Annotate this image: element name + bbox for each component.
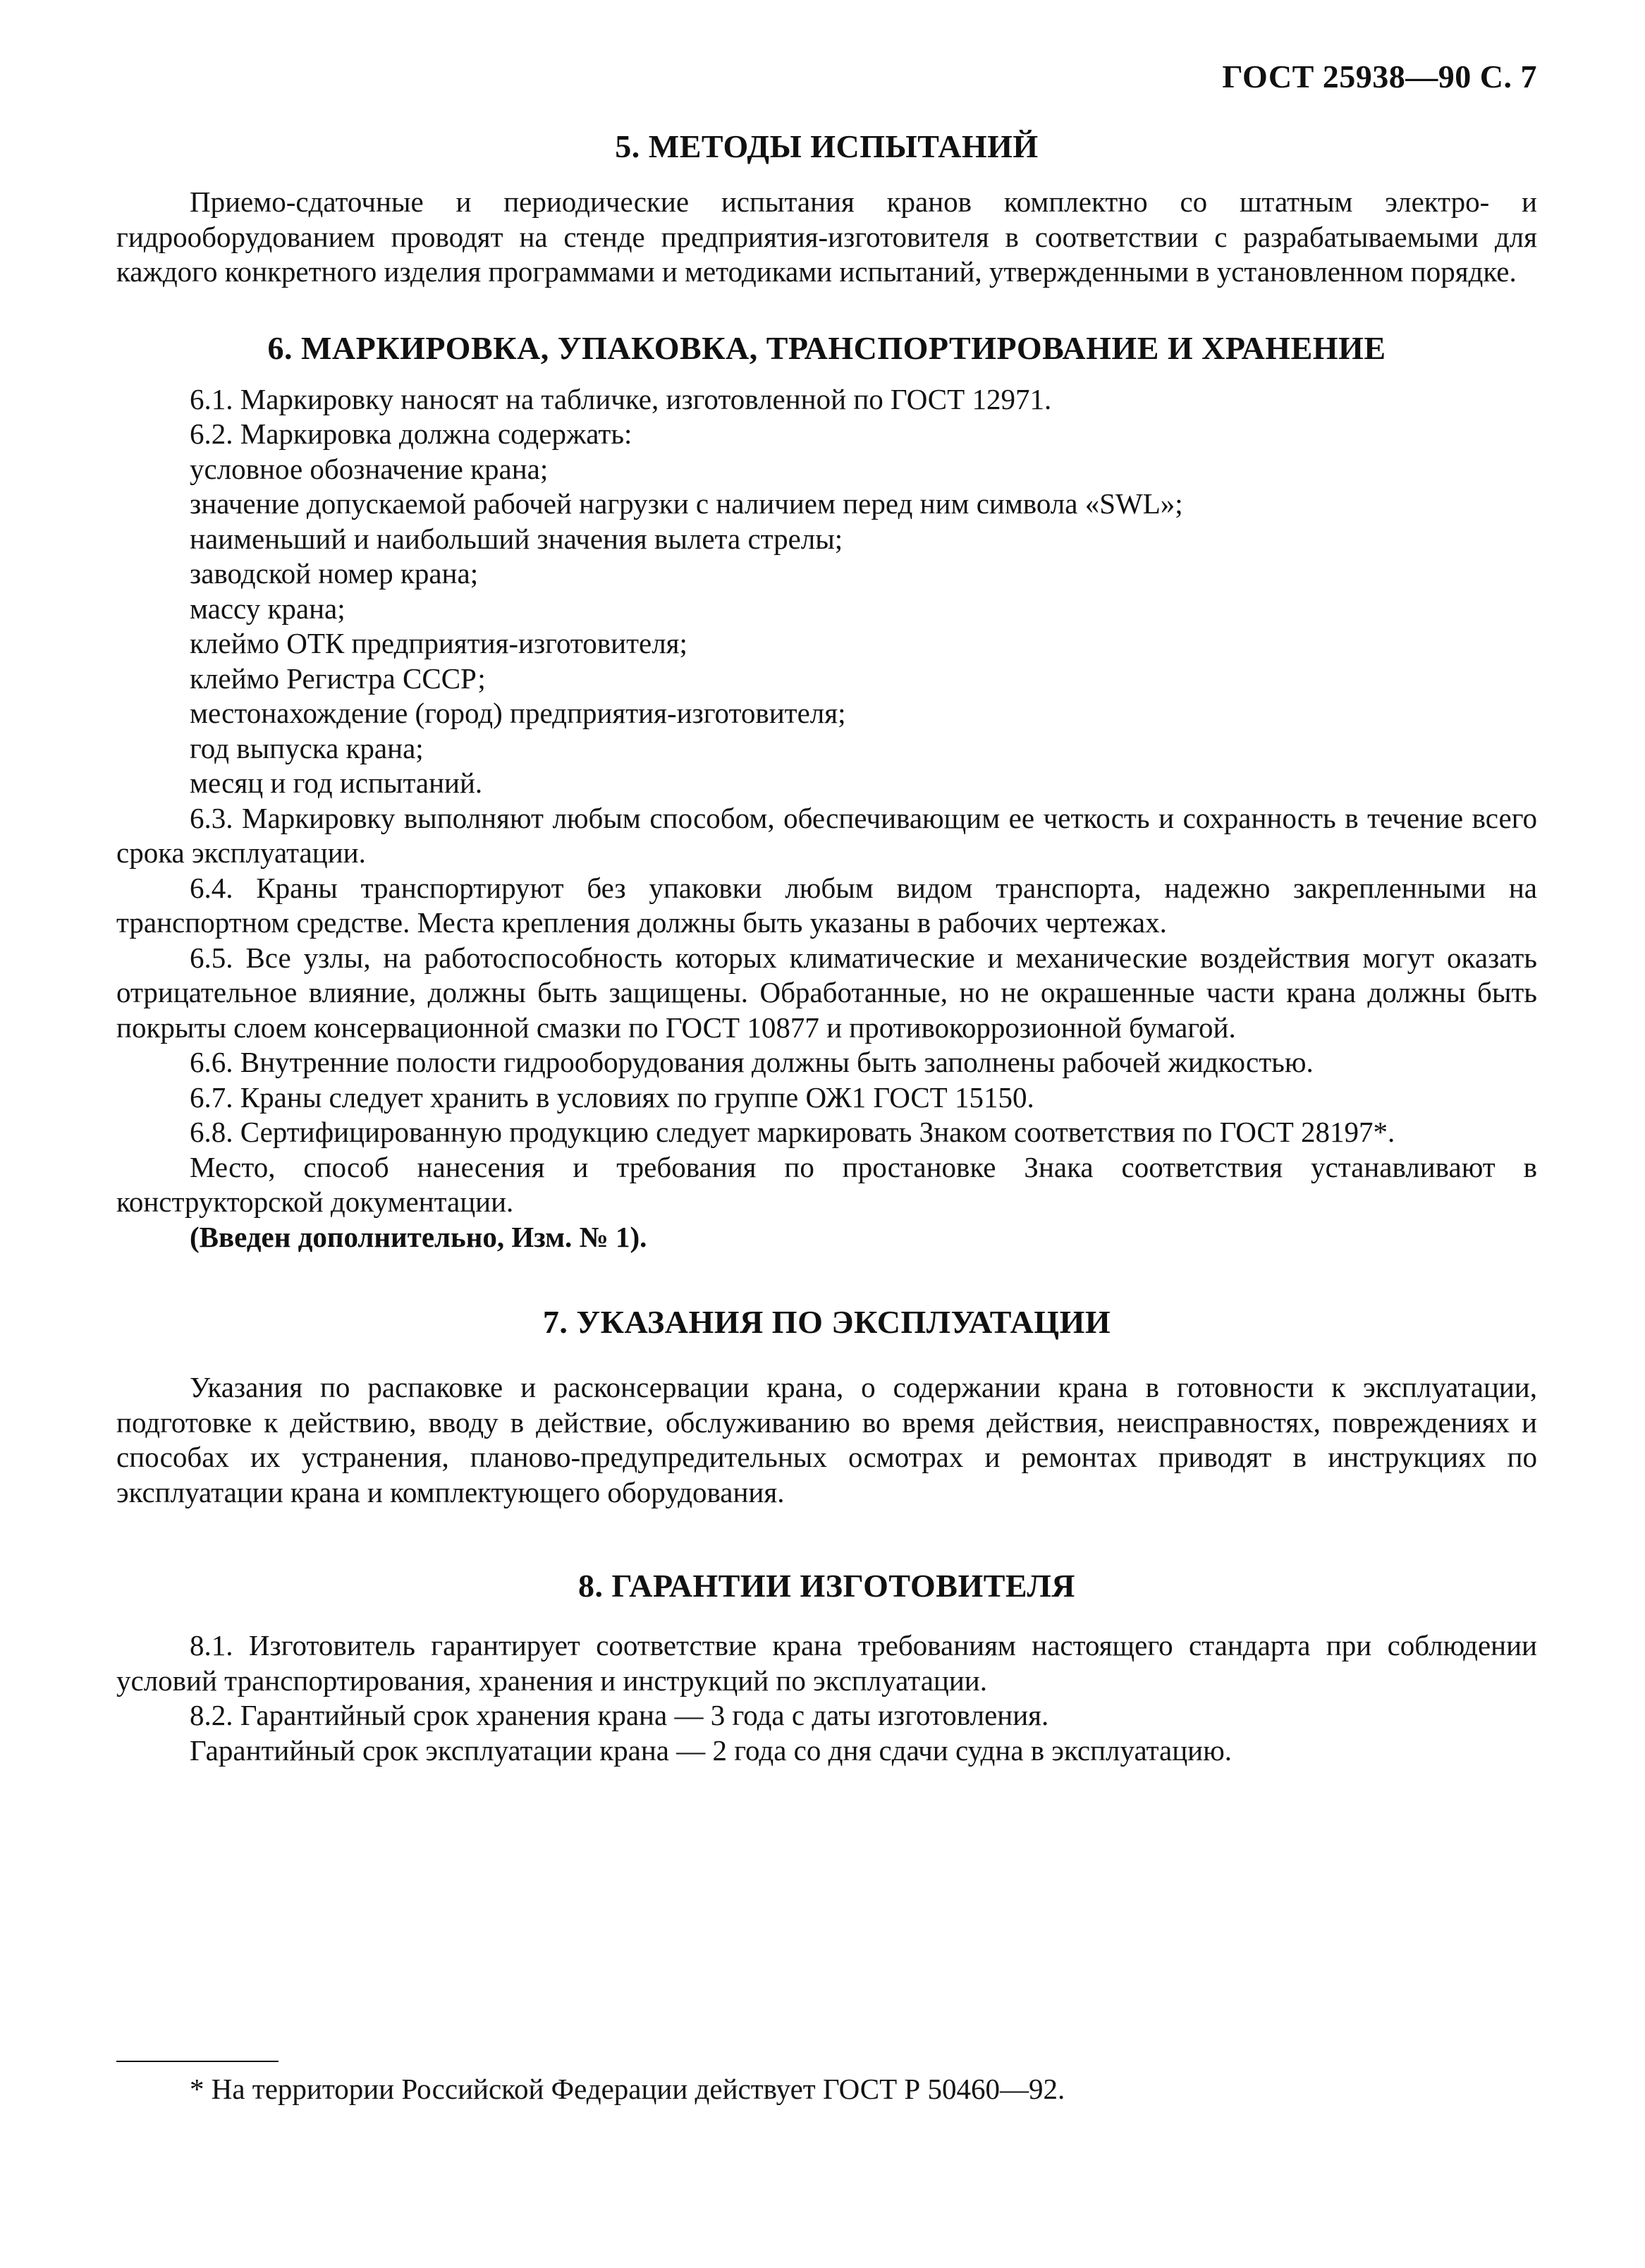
clause-6-6: 6.6. Внутренние полости гидрооборудования должны быть заполнены рабочей жидкостью. [190,1046,1314,1078]
footnote-divider [116,2061,279,2062]
clause-6-8-note: Место, способ нанесения и требования по простановке Знака соответствия устанавливают в конструкторской документации. [116,1150,1537,1218]
clause-6-7: 6.7. Краны следует хранить в условиях по группе ОЖ1 ГОСТ 15150. [190,1080,1034,1114]
marking-item: массу крана; [190,592,345,625]
marking-item: заводской номер крана; [190,557,479,590]
section-6-title: 6. МАРКИРОВКА, УПАКОВКА, ТРАНСПОРТИРОВАНИЕ И ХРАНЕНИЕ [267,329,1386,366]
section-8-title: 8. ГАРАНТИИ ИЗГОТОВИТЕЛЯ [578,1568,1075,1604]
marking-item: условное обозначение крана; [190,452,549,485]
marking-item: месяц и год испытаний. [190,767,483,799]
clause-6-2: 6.2. Маркировка должна содержать: [190,417,632,450]
clause-8-2: 8.2. Гарантийный срок хранения крана — 3 года с даты изготовления. [190,1699,1049,1731]
amendment-note: (Введен дополнительно, Изм. № 1). [190,1220,647,1253]
clause-6-5: 6.5. Все узлы, на работоспособность которых климатические и механические воздействия могут оказать отрицательное влияние, должны быть защищены. Обработанные, но не окрашенные части крана должны быть покрыты слоем консервационной смазки по ГОСТ 10877 и противокоррозионной бумагой. [116,941,1537,1044]
marking-item: значение допускаемой рабочей нагрузки с наличием перед ним символа «SWL»; [190,487,1183,520]
marking-item: местонахождение (город) предприятия-изготовителя; [190,697,846,729]
footnote: * На территории Российской Федерации действует ГОСТ Р 50460—92. [190,2073,1065,2105]
clause-6-1: 6.1. Маркировку наносят на табличке, изготовленной по ГОСТ 12971. [190,382,1052,415]
marking-item: клеймо Регистра СССР; [190,662,486,695]
marking-item: наименьший и наибольший значения вылета стрелы; [190,522,843,555]
clause-8-2-operation: Гарантийный срок эксплуатации крана — 2 года со дня сдачи судна в эксплуатацию. [190,1733,1232,1767]
clause-6-3: 6.3. Маркировку выполняют любым способом, обеспечивающим ее четкость и сохранность в течение всего срока эксплуатации. [116,801,1537,869]
marking-item: год выпуска крана; [190,731,424,764]
marking-item: клеймо ОТК предприятия-изготовителя; [190,627,687,659]
section-7-paragraph: Указания по распаковке и расконсервации крана, о содержании крана в готовности к эксплуатации, подготовке к действию, вводу в действие, обслуживанию во время действия, неисправностях, повреждениях и способах их устранения, планово-предупредительных осмотрах и ремонтах приводят в инструкциях по эксплуатации крана и комплектующего оборудования. [116,1371,1537,1508]
section-5-title: 5. МЕТОДЫ ИСПЫТАНИЙ [615,128,1039,164]
clause-8-1: 8.1. Изготовитель гарантирует соответствие крана требованиям настоящего стандарта при соблюдении условий транспортирования, хранения и инструкций по эксплуатации. [116,1629,1537,1697]
document-page [116,0,1537,2268]
document-body [116,127,1537,1768]
section-7-title: 7. УКАЗАНИЯ ПО ЭКСПЛУАТАЦИИ [542,1304,1111,1340]
section-5-paragraph: Приемо-сдаточные и периодические испытания кранов комплектно со штатным электро- и гидрооборудованием проводят на стенде предприятия-изготовителя в соответствии с разрабатываемыми для каждого конкретного изделия программами и методиками испытаний, утвержденными в установленном порядке. [116,185,1537,288]
clause-6-8: 6.8. Сертифицированную продукцию следует маркировать Знаком соответствия по ГОСТ 28197*. [190,1116,1395,1148]
page-header: ГОСТ 25938—90 С. 7 [1222,59,1537,94]
clause-6-4: 6.4. Краны транспортируют без упаковки любым видом транспорта, надежно закрепленными на транспортном средстве. Места крепления должны быть указаны в рабочих чертежах. [116,871,1537,939]
